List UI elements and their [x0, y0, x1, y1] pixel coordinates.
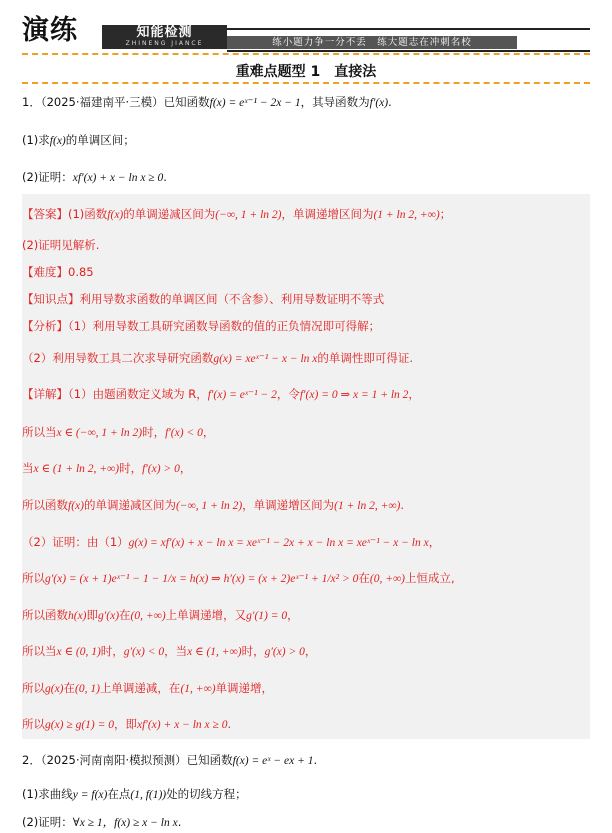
- detail-line-4: [22, 497, 404, 514]
- detail-text-4: 时，: [241, 644, 265, 658]
- detail-text-3: ，当: [164, 644, 188, 658]
- detail-text-3: .: [227, 717, 232, 731]
- q2-part2-end: .: [177, 815, 182, 829]
- q2-part1-text-3: 处的切线方程；: [166, 787, 247, 801]
- detail-line-8: [22, 643, 316, 660]
- detail-math-2: g′(x) < 0: [123, 646, 165, 658]
- detail-text-2: 时，: [119, 461, 143, 475]
- q2-part1-text: (1)求曲线: [22, 787, 73, 801]
- header-rule-top: [227, 28, 590, 30]
- section-title: 重难点题型 1 直接法: [235, 64, 377, 80]
- answer-label: 【答案】(1)函数: [22, 207, 108, 221]
- q1-stem-text: 1．（2025·福建南平·三模）已知函数: [22, 95, 210, 109]
- detail-text-2: 时，: [100, 644, 124, 658]
- detail-text: 当: [22, 461, 34, 475]
- analysis-line-1: 【分析】（1）利用导数工具研究函数导函数的值的正负情况即可得解；: [22, 319, 381, 333]
- detail-math-2: f′(x) = 0 ⇒ x = 1 + ln 2: [299, 389, 409, 401]
- detail-math-2: (0, +∞): [369, 573, 405, 585]
- detail-text: 【详解】（1）由题函数定义域为 R，: [22, 387, 208, 401]
- answer-line-1: [22, 206, 451, 223]
- header-rule-bottom: [227, 50, 590, 52]
- header-banner: [22, 16, 590, 46]
- header-tag-pinyin: ZHINENG JIANCE: [125, 40, 204, 47]
- detail-math: f′(x) = eˣ⁻¹ − 2: [207, 389, 277, 401]
- answer-line-2: (2)证明见解析.: [22, 238, 100, 252]
- detail-text: 所以当: [22, 644, 57, 658]
- q1-part1: [22, 132, 135, 149]
- q1-derivative: f′(x): [369, 97, 389, 109]
- detail-math-2: g′(x): [98, 610, 120, 622]
- q1-part2-text: (2)证明：: [22, 170, 73, 184]
- detail-line-5: [22, 534, 440, 551]
- answer-func: f(x): [107, 209, 124, 221]
- analysis-text: （2）利用导数工具二次求导研究函数: [22, 351, 214, 365]
- detail-math-3: x ∈ (1, +∞): [187, 646, 242, 658]
- detail-line-9: [22, 680, 273, 697]
- detail-text-4: .: [400, 498, 405, 512]
- detail-math-2: (0, 1): [75, 683, 100, 695]
- analysis-text-2: 的单调性即可得证.: [317, 351, 414, 365]
- q1-stem-end: .: [388, 95, 392, 109]
- q2-function: f(x) = eˣ − ex + 1: [232, 755, 314, 767]
- detail-math-2: (−∞, 1 + ln 2): [175, 500, 243, 512]
- detail-line-10: [22, 716, 231, 733]
- header-logo: 演练: [22, 15, 78, 46]
- q1-part1-text: (1)求: [22, 133, 50, 147]
- q1-part2-end: .: [163, 170, 167, 184]
- detail-math-4: g′(1) = 0: [246, 610, 288, 622]
- detail-line-7: [22, 607, 299, 624]
- header-tag: [102, 25, 227, 49]
- detail-text-3: ，: [408, 387, 420, 401]
- detail-line-3: [22, 460, 191, 477]
- detail-text: 所以函数: [22, 608, 68, 622]
- q2-part2-math: ∀x ≥ 1，f(x) ≥ x − ln x: [72, 817, 178, 829]
- q2-part2-text: (2)证明：: [22, 815, 73, 829]
- q2-stem-text: 2．（2025·河南南阳·模拟预测）已知函数: [22, 753, 233, 767]
- detail-math: g(x): [45, 683, 64, 695]
- detail-math-3: (0, +∞): [130, 610, 166, 622]
- detail-math: x ∈ (1 + ln 2, +∞): [33, 463, 120, 475]
- header-tag-text: 知能检测: [136, 25, 193, 40]
- header-slogan: 练小题力争一分不丢 练大题志在冲刺名校: [227, 36, 517, 49]
- q1-part2: [22, 169, 167, 186]
- answer-interval-dec: (−∞, 1 + ln 2): [215, 209, 282, 221]
- detail-math: x ∈ (0, 1): [56, 646, 101, 658]
- detail-math: h(x): [68, 610, 87, 622]
- difficulty: 【难度】0.85: [22, 265, 94, 279]
- analysis-math: g(x) = xeˣ⁻¹ − x − ln x: [213, 353, 318, 365]
- knowledge-points: 【知识点】利用导数求函数的单调区间（不含参）、利用导数证明不等式: [22, 292, 385, 306]
- q2-stem-end: .: [313, 753, 318, 767]
- detail-text-2: ，: [428, 535, 441, 549]
- detail-text-5: ，: [304, 644, 317, 658]
- q1-part2-math: xf′(x) + x − ln x ≥ 0: [72, 172, 164, 184]
- detail-text-3: 在: [119, 608, 131, 622]
- detail-text-3: ，单调递增区间为: [242, 498, 335, 512]
- q1-part1-math: f(x): [49, 135, 66, 147]
- q1-stem-text-2: ，其导函数为: [300, 95, 370, 109]
- detail-math-3: (1 + ln 2, +∞): [334, 500, 401, 512]
- q2-part1-math: y = f(x): [72, 789, 108, 801]
- detail-text-2: ，即: [114, 717, 137, 731]
- detail-text-2: 即: [86, 608, 99, 622]
- detail-math: g(x) = xf′(x) + x − ln x = xeˣ⁻¹ − 2x + x − ln x = xeˣ⁻¹ − x − ln x: [128, 537, 429, 549]
- detail-line-6: [22, 570, 455, 587]
- detail-text: 所以函数: [22, 498, 68, 512]
- q2-part1-math-2: (1, f(1)): [130, 789, 167, 801]
- detail-text-3: 上单调递减，在: [99, 681, 181, 695]
- q2-stem: [22, 752, 317, 769]
- detail-line-1: [22, 386, 420, 403]
- detail-text-4: 上单调递增，又: [165, 608, 247, 622]
- q2-part2: [22, 814, 181, 831]
- detail-text: 所以: [22, 717, 45, 731]
- detail-text-2: 在: [358, 571, 370, 585]
- detail-math: x ∈ (−∞, 1 + ln 2): [56, 427, 143, 439]
- detail-text-2: 的单调递减区间为: [83, 498, 176, 512]
- q1-stem: [22, 94, 392, 111]
- detail-math-2: xf′(x) + x − ln x ≥ 0: [137, 719, 228, 731]
- divider-bottom: [22, 82, 590, 84]
- detail-math-3: (1, +∞): [180, 683, 216, 695]
- detail-math: g(x) ≥ g(1) = 0: [45, 719, 114, 731]
- detail-text: 所以当: [22, 425, 57, 439]
- detail-math: f(x): [68, 500, 84, 512]
- q1-function: f(x) = eˣ⁻¹ − 2x − 1: [209, 97, 301, 109]
- detail-text-5: ，: [287, 608, 299, 622]
- q2-part1-text-2: 在点: [107, 787, 131, 801]
- detail-text-3: ，: [202, 425, 215, 439]
- answer-text: 的单调递减区间为: [123, 207, 216, 221]
- detail-text-3: 上恒成立,: [404, 571, 455, 585]
- detail-math-2: f′(x) < 0: [165, 427, 203, 439]
- detail-text-2: ，令: [276, 387, 300, 401]
- divider-top: [22, 53, 590, 55]
- detail-text-2: 在: [63, 681, 76, 695]
- answer-text-2: ，单调递增区间为: [281, 207, 374, 221]
- analysis-line-2: [22, 350, 413, 367]
- detail-text-4: 单调递增，: [215, 681, 274, 695]
- detail-math: g′(x) = (x + 1)eˣ⁻¹ − 1 − 1/x = h(x) ⇒ h′(x) = (x + 2)eˣ⁻¹ + 1/x² > 0: [45, 573, 359, 585]
- detail-math-4: g′(x) > 0: [264, 646, 305, 658]
- detail-text: 所以: [22, 571, 45, 585]
- detail-line-2: [22, 424, 214, 441]
- answer-interval-inc: (1 + ln 2, +∞): [373, 209, 440, 221]
- detail-text: 所以: [22, 681, 45, 695]
- q2-part1: [22, 786, 247, 803]
- detail-text-3: ，: [179, 461, 192, 475]
- detail-text-2: 时，: [142, 425, 166, 439]
- detail-text: （2）证明：由（1）: [22, 535, 129, 549]
- answer-text-3: ；: [439, 207, 452, 221]
- detail-math-2: f′(x) > 0: [142, 463, 180, 475]
- q1-part1-text-2: 的单调区间；: [65, 133, 135, 147]
